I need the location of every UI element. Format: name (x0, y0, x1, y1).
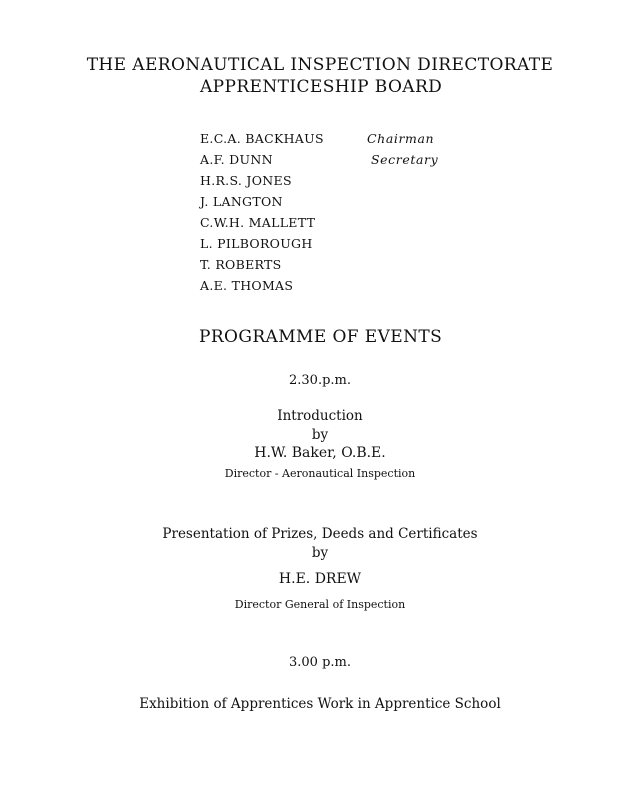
by-text: by (311, 427, 329, 443)
by-text: by (311, 545, 329, 561)
speaker-name: H.W. Baker, O.B.E. (254, 445, 386, 461)
member-name: A.E. THOMAS (200, 278, 294, 293)
member-name: T. ROBERTS (200, 257, 282, 272)
session-time: 2.30.p.m. (289, 373, 351, 388)
member-name: J. LANGTON (200, 194, 283, 209)
title-line-2: APPRENTICESHIP BOARD (200, 77, 443, 97)
speaker-name: H.E. DREW (278, 571, 362, 587)
member-name: E.C.A. BACKHAUS (200, 131, 324, 146)
member-name: C.W.H. MALLETT (200, 215, 316, 230)
title-line-1: THE AERONAUTICAL INSPECTION DIRECTORATE (86, 55, 554, 75)
speaker-title: Director General of Inspection (234, 598, 406, 611)
member-name: A.F. DUNN (200, 152, 273, 167)
event-name: Introduction (277, 408, 363, 424)
event-name: Presentation of Prizes, Deeds and Certificates (162, 526, 478, 542)
member-role: Chairman (367, 131, 435, 146)
programme-heading: PROGRAMME OF EVENTS (199, 327, 443, 347)
member-role: Secretary (371, 152, 439, 167)
member-name: H.R.S. JONES (200, 173, 292, 188)
member-name: L. PILBOROUGH (200, 236, 313, 251)
event-name: Exhibition of Apprentices Work in Apprentice School (139, 696, 501, 712)
session-time: 3.00 p.m. (289, 655, 351, 670)
speaker-title: Director - Aeronautical Inspection (224, 467, 416, 480)
